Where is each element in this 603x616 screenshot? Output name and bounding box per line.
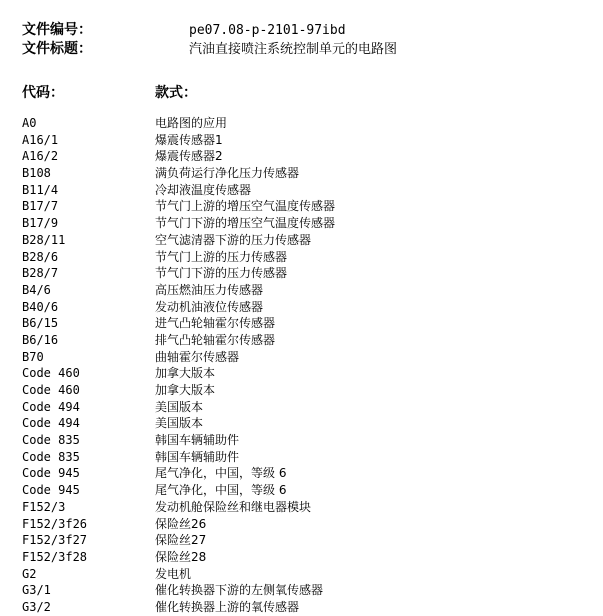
- component-code: B4/6: [22, 282, 51, 297]
- list-item: [0, 132, 603, 149]
- component-description: 进气凸轮轴霍尔传感器: [155, 316, 276, 331]
- component-description: 保险丝27: [155, 533, 207, 548]
- component-description: 节气门上游的压力传感器: [155, 249, 288, 264]
- list-item: [0, 549, 603, 566]
- component-code: A16/2: [22, 149, 59, 164]
- component-description: 发动机油液位传感器: [155, 299, 264, 314]
- component-code: Code 835: [22, 449, 80, 464]
- component-code: F152/3f28: [22, 549, 88, 564]
- component-code: B6/15: [22, 316, 59, 331]
- component-code: F152/3f26: [22, 516, 88, 531]
- list-item: [0, 382, 603, 399]
- component-code: Code 494: [22, 416, 80, 431]
- doc-number-value: pe07.08-p-2101-97ibd: [189, 23, 346, 38]
- component-description: 尾气净化，中国，等级 6: [155, 466, 287, 481]
- component-code: Code 460: [22, 383, 80, 397]
- list-item: [0, 282, 603, 299]
- component-description: 尾气净化，中国，等级 6: [155, 483, 287, 498]
- list-item: [0, 182, 603, 199]
- code-column-header: 代码：: [22, 85, 64, 101]
- list-item: [0, 332, 603, 349]
- list-item: [0, 516, 603, 533]
- component-description: 曲轴霍尔传感器: [155, 349, 240, 364]
- component-description: 加拿大版本: [155, 366, 216, 381]
- component-description: 爆震传感器2: [155, 149, 223, 164]
- list-item: [0, 315, 603, 332]
- component-code: A16/1: [22, 132, 59, 147]
- component-code: B28/6: [22, 249, 59, 264]
- list-item: [0, 349, 603, 366]
- list-item: [0, 249, 603, 266]
- component-code: B17/9: [22, 216, 59, 231]
- list-item: [0, 482, 603, 499]
- component-code: Code 460: [22, 366, 80, 381]
- component-code: B6/16: [22, 332, 59, 347]
- component-code: B11/4: [22, 182, 59, 197]
- component-description: 催化转换器下游的左侧氧传感器: [155, 583, 324, 598]
- list-item: [0, 399, 603, 416]
- component-code: G2: [22, 566, 37, 581]
- component-description: 高压燃油压力传感器: [155, 282, 264, 297]
- component-description: 节气门下游的增压空气温度传感器: [155, 216, 336, 231]
- component-code: B28/11: [22, 232, 66, 247]
- component-description: 美国版本: [155, 416, 204, 431]
- component-code: F152/3: [22, 499, 66, 514]
- list-item: [0, 599, 603, 616]
- component-code: B108: [22, 166, 51, 181]
- component-description: 发动机舱保险丝和继电器模块: [155, 499, 312, 514]
- list-item: [0, 432, 603, 449]
- component-description: 美国版本: [155, 399, 204, 414]
- component-code: A0: [22, 116, 37, 130]
- component-description: 催化转换器上游的氧传感器: [155, 599, 300, 614]
- component-code: B70: [22, 349, 44, 364]
- component-description: 空气滤清器下游的压力传感器: [155, 232, 312, 247]
- component-description: 韩国车辆辅助件: [155, 449, 240, 464]
- component-code: F152/3f27: [22, 533, 88, 548]
- component-description: 电路图的应用: [155, 116, 228, 130]
- component-code: Code 945: [22, 483, 80, 498]
- style-column-header: 款式：: [155, 85, 197, 101]
- list-item: [0, 232, 603, 249]
- list-item: [0, 465, 603, 482]
- doc-title-value: 汽油直接喷注系统控制单元的电路图: [189, 42, 398, 57]
- doc-number-label: 文件编号：: [22, 22, 92, 38]
- component-description: 保险丝26: [155, 516, 207, 531]
- component-description: 冷却液温度传感器: [155, 182, 252, 197]
- component-description: 节气门上游的增压空气温度传感器: [155, 199, 336, 214]
- list-item: [0, 115, 603, 132]
- component-description: 排气凸轮轴霍尔传感器: [155, 332, 276, 347]
- component-description: 加拿大版本: [155, 383, 216, 397]
- list-item: [0, 449, 603, 466]
- list-item: [0, 265, 603, 282]
- component-description: 爆震传感器1: [155, 132, 223, 147]
- list-item: [0, 566, 603, 583]
- component-code: B40/6: [22, 299, 59, 314]
- list-item: [0, 532, 603, 549]
- component-code: G3/2: [22, 599, 51, 614]
- list-item: [0, 365, 603, 382]
- component-code: Code 945: [22, 466, 80, 481]
- component-list: [0, 115, 603, 616]
- list-item: [0, 148, 603, 165]
- list-item: [0, 215, 603, 232]
- doc-title-label: 文件标题：: [22, 41, 92, 57]
- component-description: 节气门下游的压力传感器: [155, 266, 288, 281]
- list-item: [0, 299, 603, 316]
- list-item: [0, 499, 603, 516]
- component-description: 满负荷运行净化压力传感器: [155, 166, 300, 181]
- component-description: 保险丝28: [155, 549, 207, 564]
- component-description: 发电机: [155, 566, 192, 581]
- component-code: Code 494: [22, 399, 80, 414]
- component-code: B28/7: [22, 266, 59, 281]
- list-item: [0, 415, 603, 432]
- component-code: B17/7: [22, 199, 59, 214]
- list-item: [0, 582, 603, 599]
- list-item: [0, 198, 603, 215]
- list-item: [0, 165, 603, 182]
- component-description: 韩国车辆辅助件: [155, 433, 240, 448]
- component-code: G3/1: [22, 583, 51, 598]
- component-code: Code 835: [22, 433, 80, 448]
